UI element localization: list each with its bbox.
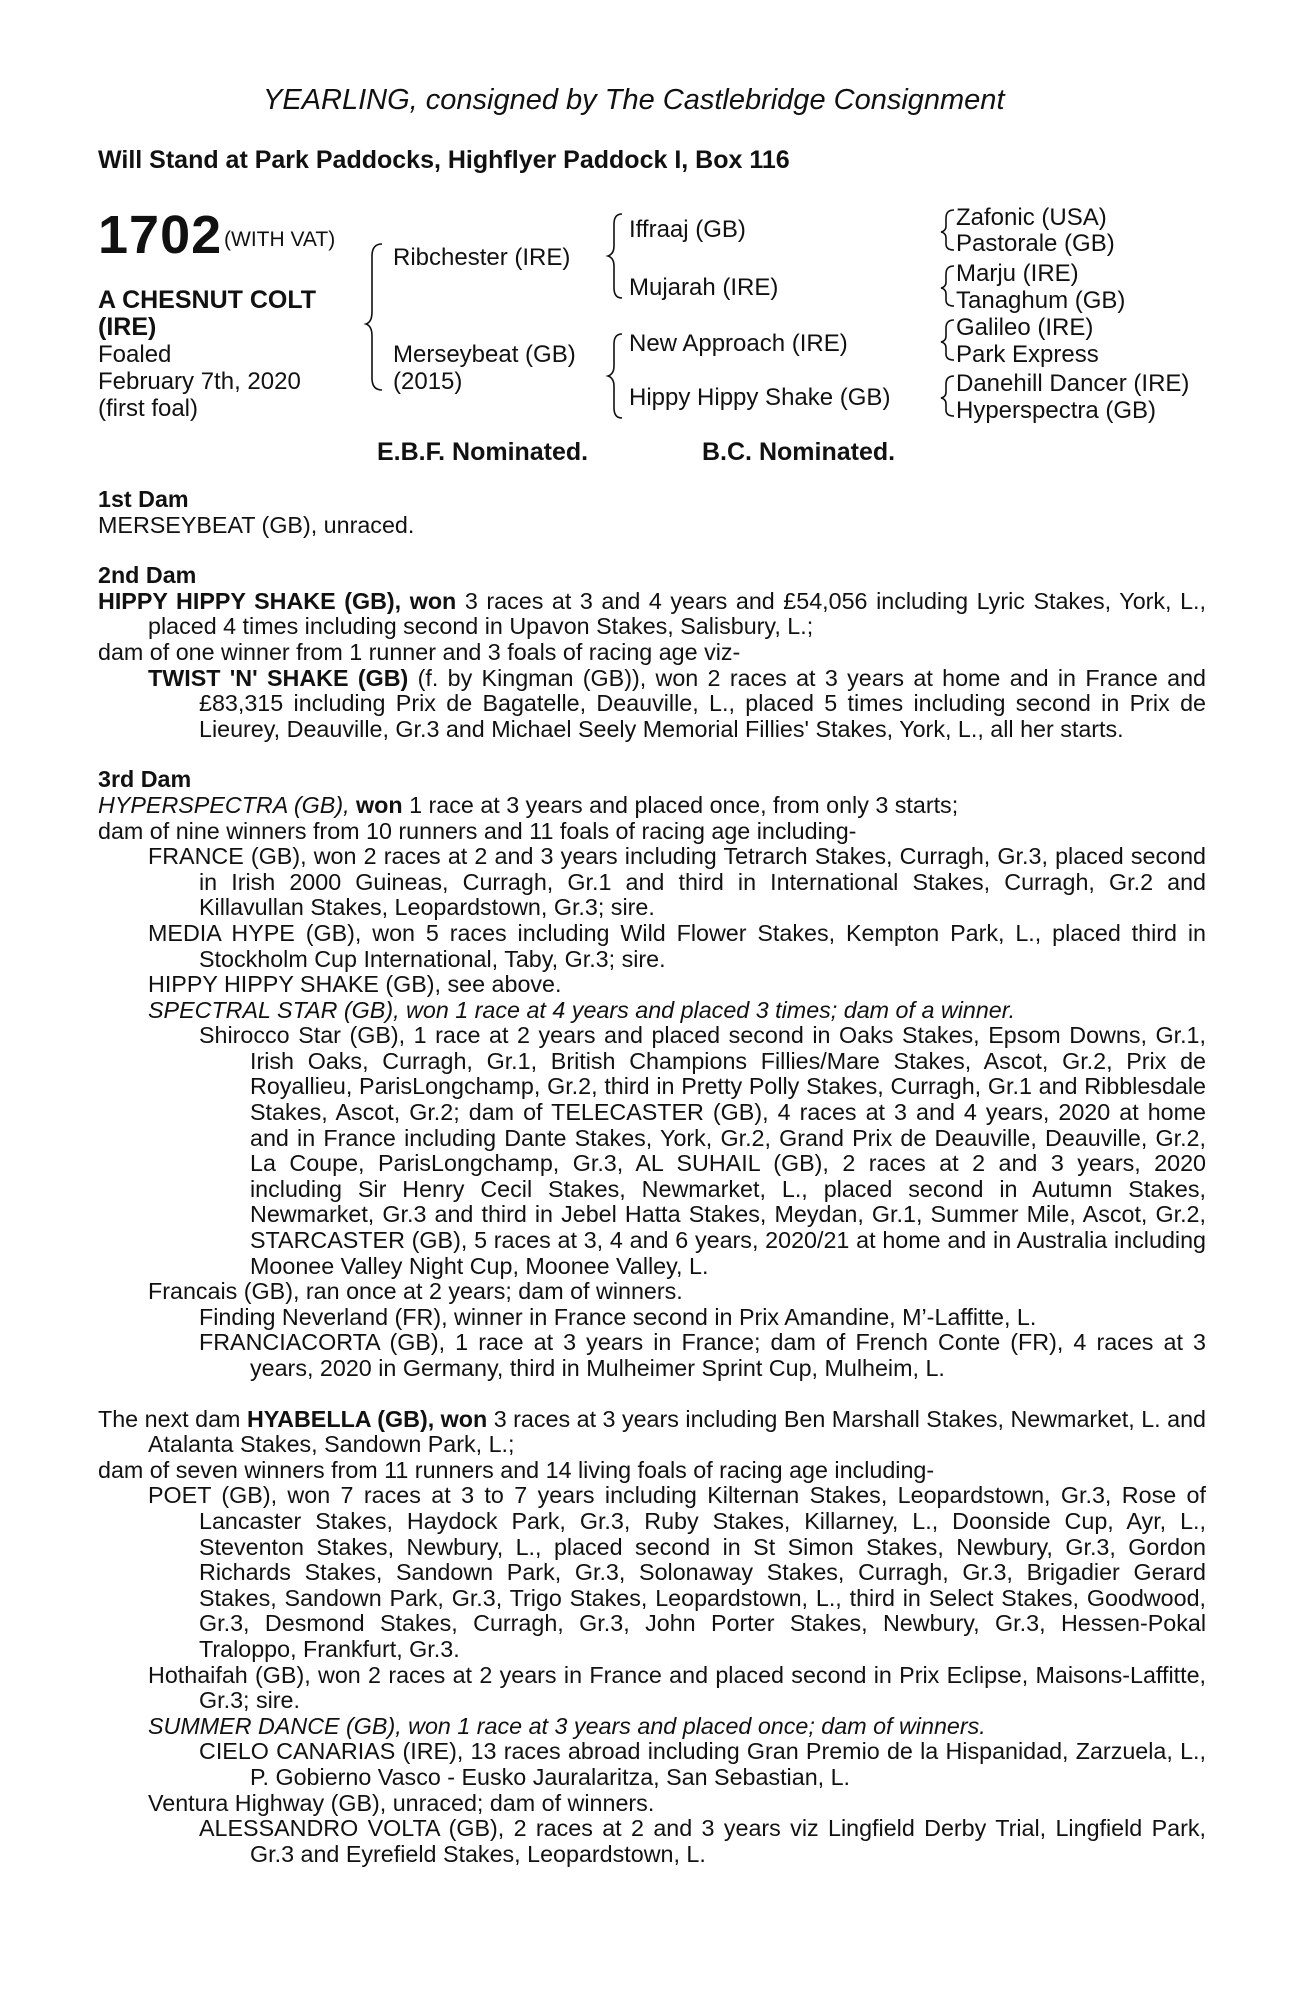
pedigree-g3-2: Pastorale (GB) bbox=[956, 230, 1115, 257]
next-dam-text: 3 races at 3 years including Ben Marshall Stakes, Newmarket, L. and Atalanta Stakes, Sandown Park, L.; bbox=[148, 1405, 1206, 1458]
pedigree-sire-sire: Iffraaj (GB) bbox=[629, 216, 746, 243]
francais-entry: Francais (GB), ran once at 2 years; dam of winners. bbox=[148, 1278, 683, 1305]
second-dam-text: 3 races at 3 and 4 years and £54,056 including Lyric Stakes, York, L., placed 4 times including second in Upavon Stakes, Salisbury, L.; bbox=[148, 587, 1206, 640]
pedigree-g3-8: Hyperspectra (GB) bbox=[956, 397, 1157, 424]
franciacorta-entry: FRANCIACORTA (GB), 1 race at 3 years in France; dam of French Conte (FR), 4 races at 3 years, 2020 in Germany, third in Mulheimer Sprint Cup, Mulheim, L. bbox=[199, 1329, 1206, 1381]
pedigree-g3-7: Danehill Dancer (IRE) bbox=[956, 370, 1190, 397]
third-dam-record bbox=[98, 793, 1206, 819]
twist-n-shake-name: TWIST 'N' SHAKE (GB) bbox=[148, 664, 409, 691]
pedigree-g3-3: Marju (IRE) bbox=[956, 260, 1079, 287]
page-title: YEARLING, consigned by The Castlebridge Consignment bbox=[263, 84, 1005, 116]
second-dam-name: HIPPY HIPPY SHAKE (GB), won bbox=[98, 587, 457, 614]
second-dam-heading: 2nd Dam bbox=[98, 562, 197, 589]
lot-origin: (IRE) bbox=[98, 313, 157, 341]
pedigree-sire-dam: Mujarah (IRE) bbox=[629, 274, 779, 301]
first-dam-text: MERSEYBEAT (GB), unraced. bbox=[98, 511, 415, 538]
bc-nomination: B.C. Nominated. bbox=[702, 438, 896, 466]
lot-description: A CHESNUT COLT bbox=[98, 286, 317, 314]
foaled-date: February 7th, 2020 bbox=[98, 368, 301, 395]
second-dam-record bbox=[98, 589, 1206, 640]
third-dam-text: 1 race at 3 years and placed once, from only 3 starts; bbox=[409, 791, 959, 818]
lot-number: 1702 bbox=[98, 205, 223, 265]
third-dam-won: won bbox=[356, 791, 403, 818]
media-hype-entry: MEDIA HYPE (GB), won 5 races including Wild Flower Stakes, Kempton Park, L., placed third in Stockholm Cup International, Taby, Gr.3; sire. bbox=[148, 919, 1206, 972]
pedigree-g3-4: Tanaghum (GB) bbox=[956, 287, 1126, 314]
pedigree-dam-year: (2015) bbox=[393, 368, 463, 395]
next-dam-produce: dam of seven winners from 11 runners and 14 living foals of racing age including- bbox=[98, 1456, 935, 1483]
pedigree-sire: Ribchester (IRE) bbox=[393, 244, 571, 271]
vat-note: (WITH VAT) bbox=[224, 228, 336, 251]
stand-location: Will Stand at Park Paddocks, Highflyer Paddock I, Box 116 bbox=[98, 146, 790, 174]
alessandro-volta-entry: ALESSANDRO VOLTA (GB), 2 races at 2 and 3 years viz Lingfield Derby Trial, Lingfield Park, Gr.3 and Eyrefield Stakes, Leopardstown, L. bbox=[199, 1815, 1206, 1867]
poet-entry: POET (GB), won 7 races at 3 to 7 years including Kilternan Stakes, Leopardstown, Gr.3, Rose of Lancaster Stakes, Haydock Park, Gr.3, Ruby Stakes, Killarney, L., Doonside Cup, Ayr, L., Steventon Stakes, Newbury, L., placed second in St Simon Stakes, Newbury, Gr.3, Gordon Richards Stakes, Sandown Park, Gr.3, Solonaway Stakes, Curragh, Gr.3, Brigadier Gerard Stakes, Sandown Park, Gr.3, Trigo Stakes, Leopardstown, L., third in Select Stakes, Goodwood, Gr.3, Desmond Stakes, Curragh, Gr.3, John Porter Stakes, Newbury, Gr.3, Hessen-Pokal Traloppo, Frankfurt, Gr.3. bbox=[148, 1482, 1206, 1662]
foal-note: (first foal) bbox=[98, 395, 199, 422]
second-dam-produce: dam of one winner from 1 runner and 3 foals of racing age viz- bbox=[98, 638, 741, 665]
next-dam-name: HYABELLA (GB), won bbox=[246, 1405, 488, 1432]
pedigree-g3-5: Galileo (IRE) bbox=[956, 314, 1094, 341]
pedigree-dam: Merseybeat (GB) bbox=[393, 341, 576, 368]
foaled-label: Foaled bbox=[98, 341, 172, 368]
pedigree-dam-sire: New Approach (IRE) bbox=[629, 330, 848, 357]
summer-dance-entry: SUMMER DANCE (GB), won 1 race at 3 years and placed once; dam of winners. bbox=[148, 1712, 986, 1739]
ventura-highway-entry: Ventura Highway (GB), unraced; dam of winners. bbox=[148, 1789, 655, 1816]
third-dam-heading: 3rd Dam bbox=[98, 766, 192, 793]
shirocco-star-entry: Shirocco Star (GB), 1 race at 2 years and placed second in Oaks Stakes, Epsom Downs, Gr.1, Irish Oaks, Curragh, Gr.1, British Champions Fillies/Mare Stakes, Ascot, Gr.2, Prix de Royallieu, ParisLongchamp, Gr.2, third in Pretty Polly Stakes, Curragh, Gr.1 and Ribblesdale Stakes, Ascot, Gr.2; dam of TELECASTER (GB), 4 races at 3 and 4 years, 2020 at home and in France including Dante Stakes, York, Gr.2, Grand Prix de Deauville, Deauville, Gr.2, La Coupe, ParisLongchamp, Gr.3, AL SUHAIL (GB), 2 races at 2 and 3 years, 2020 including Sir Henry Cecil Stakes, Newmarket, L., placed second in Autumn Stakes, Newmarket, Gr.3 and third in Jebel Hatta Stakes, Meydan, Gr.1, Summer Mile, Ascot, Gr.2, STARCASTER (GB), 5 races at 3, 4 and 6 years, 2020/21 at home and in Australia including Moonee Valley Night Cup, Moonee Valley, L. bbox=[199, 1022, 1206, 1279]
ebf-nomination: E.B.F. Nominated. bbox=[377, 438, 589, 466]
pedigree-g3-6: Park Express bbox=[956, 341, 1099, 368]
next-dam-record bbox=[98, 1407, 1206, 1458]
hippy-hippy-shake-entry: HIPPY HIPPY SHAKE (GB), see above. bbox=[148, 971, 562, 998]
second-dam-offspring bbox=[98, 666, 1206, 743]
hothaifah-entry: Hothaifah (GB), won 2 races at 2 years in France and placed second in Prix Eclipse, Maisons-Laffitte, Gr.3; sire. bbox=[148, 1661, 1206, 1714]
france-entry: FRANCE (GB), won 2 races at 2 and 3 years including Tetrarch Stakes, Curragh, Gr.3, placed second in Irish 2000 Guineas, Curragh, Gr.1 and third in International Stakes, Curragh, Gr.2 and Killavullan Stakes, Leopardstown, Gr.3; sire. bbox=[148, 843, 1206, 921]
third-dam-name: HYPERSPECTRA (GB), bbox=[98, 791, 350, 818]
pedigree-g3-1: Zafonic (USA) bbox=[956, 204, 1107, 231]
pedigree-dam-dam: Hippy Hippy Shake (GB) bbox=[629, 384, 891, 411]
cielo-canarias-entry: CIELO CANARIAS (IRE), 13 races abroad including Gran Premio de la Hispanidad, Zarzuela, L., P. Gobierno Vasco - Eusko Jauralaritza, San Sebastian, L. bbox=[199, 1738, 1206, 1790]
catalogue-body bbox=[98, 487, 1206, 1867]
finding-neverland-entry: Finding Neverland (FR), winner in France second in Prix Amandine, M’-Laffitte, L. bbox=[199, 1303, 1037, 1330]
third-dam-produce: dam of nine winners from 10 runners and 11 foals of racing age including- bbox=[98, 817, 857, 844]
first-dam-heading: 1st Dam bbox=[98, 486, 189, 512]
next-dam-intro: The next dam bbox=[98, 1405, 241, 1432]
twist-n-shake-text: (f. by Kingman (GB)), won 2 races at 3 years at home and in France and £83,315 including Prix de Bagatelle, Deauville, L., placed 5 times including second in Prix de Lieurey, Deauville, Gr.3 and Michael Seely Memorial Fillies' Stakes, York, L., all her starts. bbox=[199, 664, 1206, 742]
spectral-star-entry: SPECTRAL STAR (GB), won 1 race at 4 years and placed 3 times; dam of a winner. bbox=[148, 996, 1016, 1023]
